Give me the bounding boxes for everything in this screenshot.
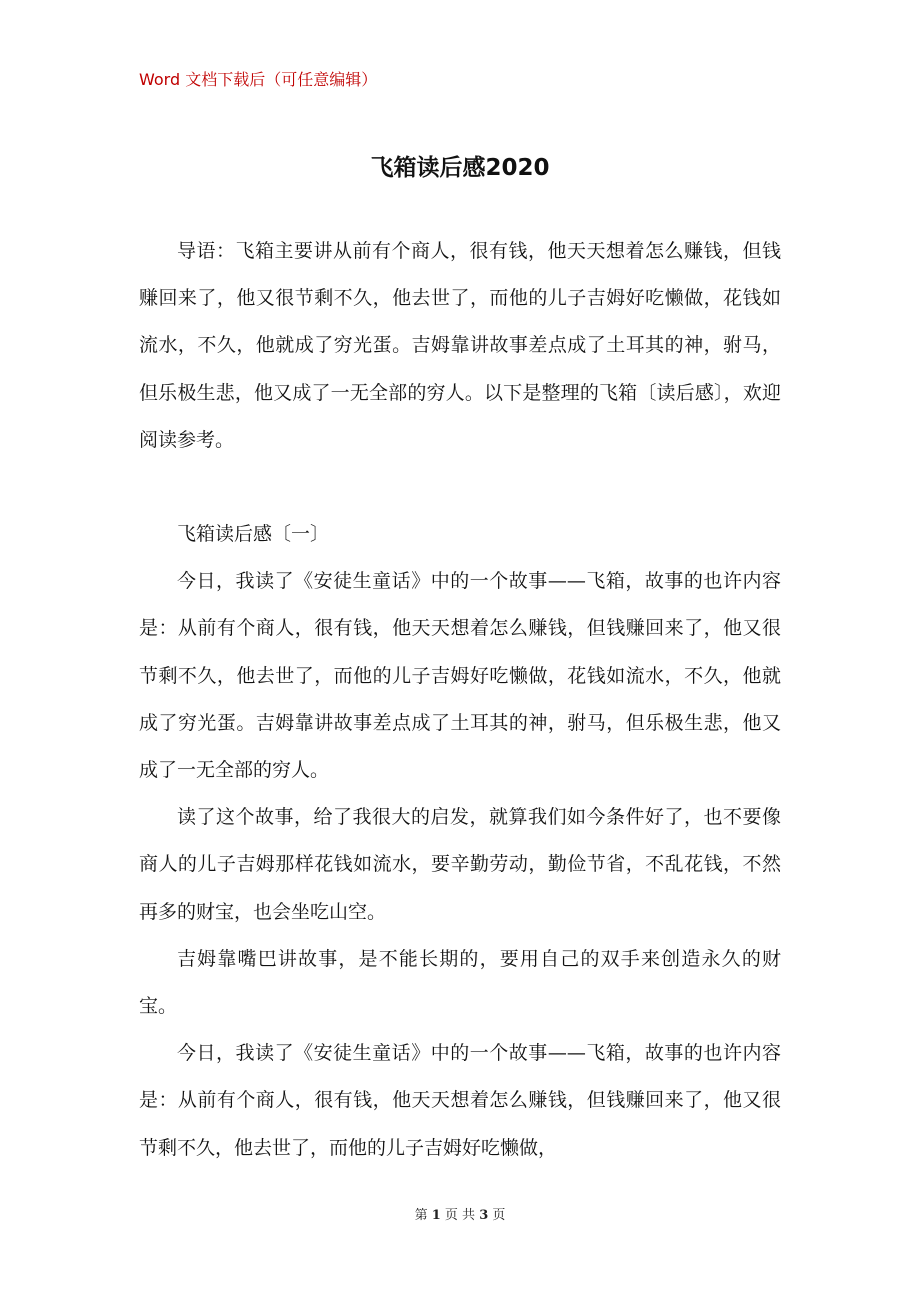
header-note: Word 文档下载后（可任意编辑）	[139, 70, 378, 89]
footer-current-page: 1	[431, 1208, 441, 1223]
body-paragraph: 吉姆靠嘴巴讲故事，是不能长期的，要用自己的双手来创造永久的财宝。	[139, 947, 781, 1018]
body-paragraph: 今日，我读了《安徒生童话》中的一个故事——飞箱，故事的也许内容是：从前有个商人，很有钱，他天天想着怎么赚钱，但钱赚回来了，他又很节剩不久，他去世了，而他的儿子吉姆好吃懒做，	[139, 1042, 781, 1159]
footer-suffix: 页	[492, 1208, 506, 1223]
section-heading: 飞箱读后感〔一〕	[177, 523, 330, 546]
paragraph-spacer	[139, 464, 781, 511]
page-footer	[0, 1206, 920, 1226]
footer-prefix: 第	[414, 1208, 428, 1223]
footer-middle: 页 共	[444, 1208, 476, 1223]
document-body	[139, 228, 781, 1172]
intro-paragraph: 导语：飞箱主要讲从前有个商人，很有钱，他天天想着怎么赚钱，但钱赚回来了，他又很节剩不久，他去世了，而他的儿子吉姆好吃懒做，花钱如流水，不久，他就成了穷光蛋。吉姆靠讲故事差点成了土耳其的神，驸马，但乐极生悲，他又成了一无全部的穷人。以下是整理的飞箱〔读后感〕，欢迎阅读参考。	[139, 240, 781, 451]
body-paragraph: 今日，我读了《安徒生童话》中的一个故事——飞箱，故事的也许内容是：从前有个商人，很有钱，他天天想着怎么赚钱，但钱赚回来了，他又很节剩不久，他去世了，而他的儿子吉姆好吃懒做，花钱如流水，不久，他就成了穷光蛋。吉姆靠讲故事差点成了土耳其的神，驸马，但乐极生悲，他又成了一无全部的穷人。	[139, 570, 781, 782]
footer-total-pages: 3	[479, 1208, 489, 1223]
body-paragraph: 读了这个故事，给了我很大的启发，就算我们如今条件好了，也不要像商人的儿子吉姆那样花钱如流水，要辛勤劳动，勤俭节省，不乱花钱，不然再多的财宝，也会坐吃山空。	[139, 806, 781, 923]
document-title: 飞箱读后感2020	[370, 155, 550, 181]
